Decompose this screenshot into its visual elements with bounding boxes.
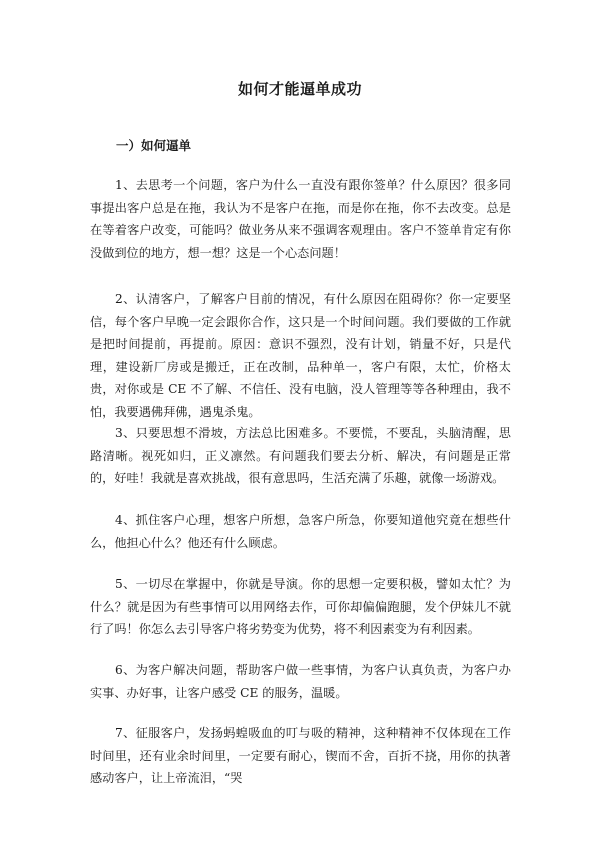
section-heading: 一）如何逼单 bbox=[116, 138, 192, 153]
paragraph-2: 2、认清客户，了解客户目前的情况，有什么原因在阻碍你？你一定要坚信，每个客户早晚一定会跟你合作，这只是一个时间问题。我们要做的工作就是把时间提前，再提前。原因：意识不强烈，没有计划，销量不好，只是代理，建设新厂房或是搬迁，正在改制，品种单一，客户有限，太忙，价格太贵，对你或是 CE 不了解、不信任、没有电脑，没人管理等等各种理由，我不怕，我要遇佛拜佛，遇鬼杀鬼。 bbox=[90, 292, 511, 419]
document-title: 如何才能逼单成功 bbox=[237, 80, 362, 98]
paragraph-5: 5、一切尽在掌握中，你就是导演。你的思想一定要积极，譬如太忙？为什么？就是因为有些事情可以用网络去作，可你却偏偏跑腿，发个伊妹儿不就行了吗！你怎么去引导客户将劣势变为优势，将不利因素变为有利因素。 bbox=[90, 577, 511, 636]
paragraph-3: 3、只要思想不滑坡，方法总比困难多。不要慌，不要乱，头脑清醒，思路清晰。视死如归，正义凛然。有问题我们要去分析、解决，有问题是正常的，好哇！我就是喜欢挑战，很有意思吗，生活充满了乐趣，就像一场游戏。 bbox=[90, 426, 511, 485]
paragraph-7: 7、征服客户，发扬蚂蝗吸血的叮与吸的精神，这种精神不仅体现在工作时间里，还有业余时间里，一定要有耐心，锲而不舍，百折不挠，用你的执著感动客户，让上帝流泪，“哭 bbox=[90, 726, 511, 785]
paragraph-6: 6、为客户解决问题，帮助客户做一些事情，为客户认真负责，为客户办实事、办好事，让客户感受 CE 的服务，温暖。 bbox=[90, 663, 511, 700]
paragraph-1: 1、去思考一个问题，客户为什么一直没有跟你签单？什么原因？很多同事提出客户总是在拖，我认为不是客户在拖，而是你在拖，你不去改变。总是在等着客户改变，可能吗？做业务从来不强调客观理由。客户不签单肯定有你没做到位的地方，想一想？这是一个心态问题！ bbox=[90, 178, 511, 260]
paragraph-4: 4、抓住客户心理，想客户所想，急客户所急，你要知道他究竟在想些什么，他担心什么？他还有什么顾虑。 bbox=[90, 513, 511, 550]
